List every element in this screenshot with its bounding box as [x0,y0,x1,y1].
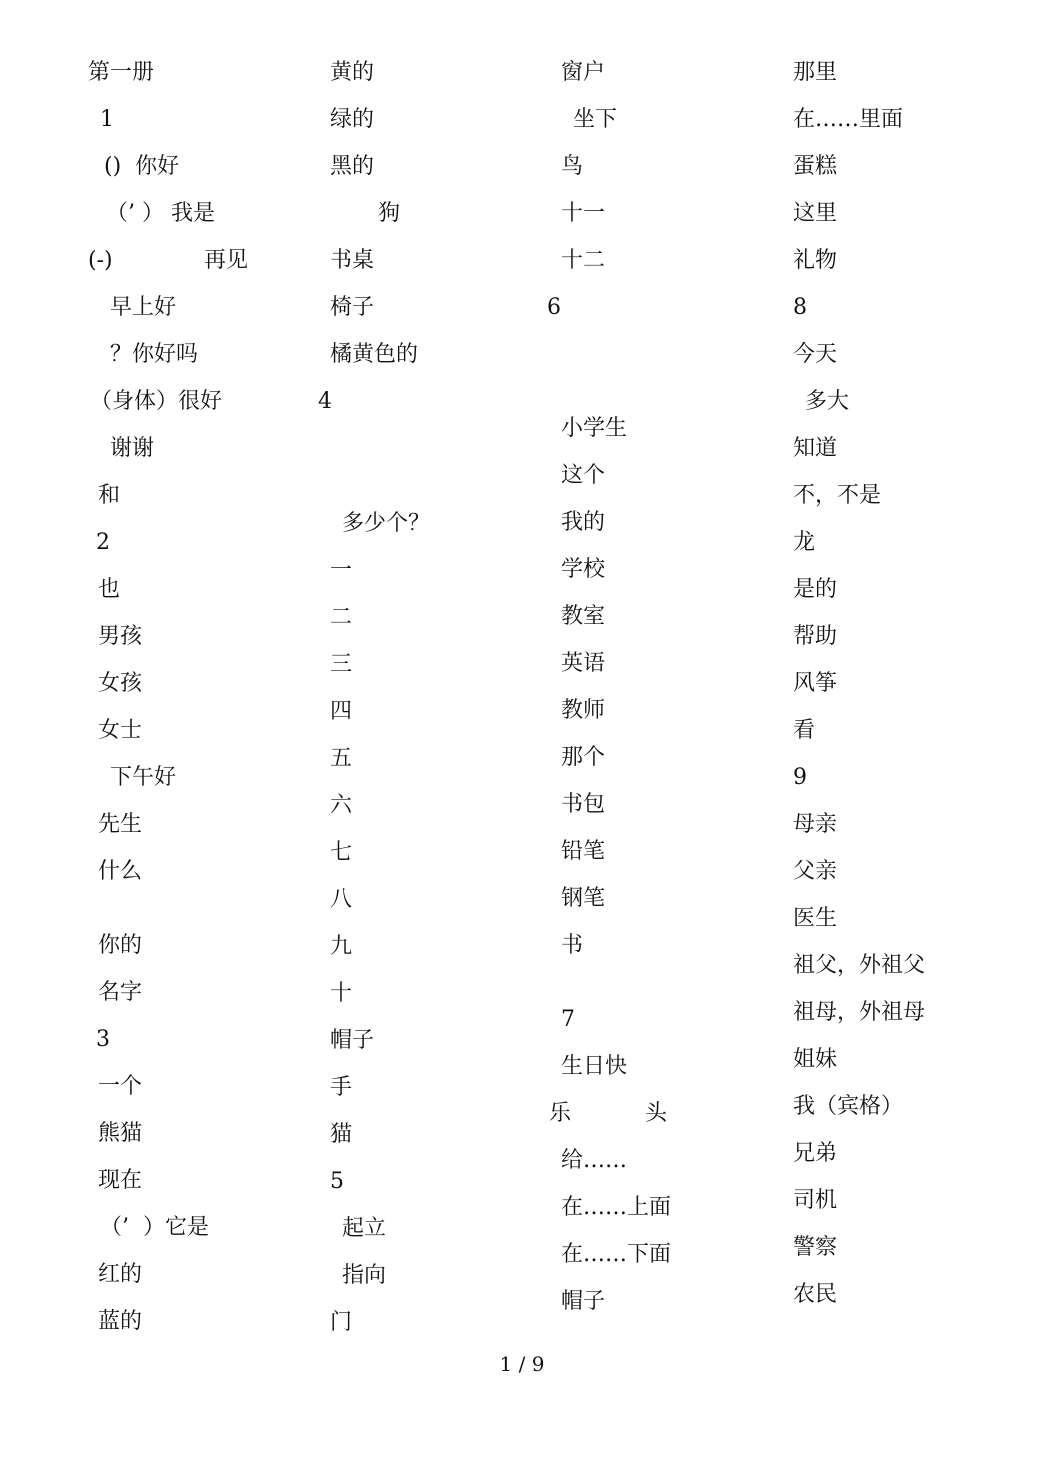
vocab-column-1 [86,0,316,1340]
vocab-line: 在……上面 [561,1195,672,1220]
vocab-line: 司机 [793,1188,838,1213]
vocab-line: 姐妹 [793,1047,838,1072]
vocab-line: ？你好吗 [110,342,199,367]
vocab-line: 7 [561,1007,575,1032]
vocab-line: 手 [330,1075,353,1100]
vocab-line: 书桌 [330,248,375,273]
vocab-line: 帽子 [330,1028,375,1053]
vocab-line-inline: 再见 [204,248,249,273]
vocab-line: 英语 [561,651,606,676]
vocab-line: 4 [318,389,332,414]
vocab-line: 母亲 [793,812,838,837]
vocab-line: 也 [98,577,121,602]
vocab-line: 和 [98,483,121,508]
vocab-line: 熊猫 [98,1121,143,1146]
vocab-line: 生日快 [561,1054,628,1079]
vocab-line: 起立 [342,1216,387,1241]
vocab-line: 3 [96,1027,110,1052]
vocab-line: 多大 [805,389,850,414]
vocab-line: 八 [330,887,353,912]
vocab-line: 六 [330,793,353,818]
vocab-line-inline: 头 [645,1101,668,1126]
vocab-line: (-) [88,248,113,273]
page-number: 1 / 9 [499,1352,545,1376]
vocab-line: 父亲 [793,859,838,884]
vocab-line: 猫 [330,1122,353,1147]
vocab-line: 风筝 [793,671,838,696]
vocab-line: 红的 [98,1262,143,1287]
vocab-line: 门 [330,1310,353,1335]
vocab-line: 名字 [98,980,143,1005]
vocab-line: 窗户 [561,60,606,85]
vocab-line: 我（宾格） [793,1094,904,1119]
vocab-line: （’ ）它是 [100,1215,209,1240]
vocab-line: 椅子 [330,295,375,320]
vocab-line: 蓝的 [98,1309,143,1334]
vocab-line: 先生 [98,812,143,837]
vocab-line: 男孩 [98,624,143,649]
vocab-line: 二 [330,605,353,630]
vocab-line: 黑的 [330,154,375,179]
vocab-line: 你的 [98,933,143,958]
vocab-line: 给…… [561,1148,628,1173]
vocab-line: 九 [330,934,353,959]
vocab-line: 女士 [98,718,143,743]
vocab-line: 我的 [561,510,606,535]
vocab-line: （’ ） 我是 [106,201,215,226]
vocab-line: 绿的 [330,107,375,132]
vocab-line: 不，不是 [793,483,882,508]
vocab-line: 祖父，外祖父 [793,953,926,978]
vocab-line: 这里 [793,201,838,226]
vocab-line: 1 [100,107,114,132]
vocab-line: 帮助 [793,624,838,649]
vocab-line: （身体）很好 [90,389,223,414]
vocab-line: 谢谢 [110,436,155,461]
vocab-line: 看 [793,718,816,743]
vocab-column-4 [793,0,1023,1340]
vocab-line: 6 [547,295,561,320]
vocab-line: 三 [330,652,353,677]
vocab-line: 龙 [793,530,816,555]
vocab-line: 多少个？ [342,511,431,536]
vocab-line: 一 [330,558,353,583]
vocab-line: 知道 [793,436,838,461]
vocab-line: 5 [330,1169,344,1194]
vocab-line: 在……下面 [561,1242,672,1267]
vocab-line: 十一 [561,201,606,226]
vocab-line: 第一册 [88,60,155,85]
vocab-line: 下午好 [110,765,177,790]
vocab-line: 是的 [793,577,838,602]
vocab-line: 今天 [793,342,838,367]
vocab-line: 四 [330,699,353,724]
vocab-line: 什么 [98,859,143,884]
vocab-line: 一个 [98,1074,143,1099]
vocab-line: 书包 [561,792,606,817]
vocab-line: 警察 [793,1235,838,1260]
vocab-line: 祖母，外祖母 [793,1000,926,1025]
vocab-line: 教室 [561,604,606,629]
vocab-line: 狗 [378,201,401,226]
vocab-line: 乐 [549,1101,572,1126]
vocab-line: 那个 [561,745,606,770]
vocab-line: 十二 [561,248,606,273]
vocab-line: 那里 [793,60,838,85]
vocab-line: 现在 [98,1168,143,1193]
vocab-line: 五 [330,746,353,771]
vocab-line: 钢笔 [561,886,606,911]
vocab-line: 蛋糕 [793,154,838,179]
vocab-line: 指向 [342,1263,387,1288]
vocab-line: 鸟 [561,154,584,179]
vocab-line: 女孩 [98,671,143,696]
vocab-line: 礼物 [793,248,838,273]
vocab-line: 黄的 [330,60,375,85]
vocab-line: 学校 [561,557,606,582]
vocab-line: 小学生 [561,416,628,441]
vocab-line: 8 [793,295,807,320]
vocab-line: 在……里面 [793,107,904,132]
vocab-line: 农民 [793,1282,838,1307]
vocab-line: 2 [96,530,110,555]
vocab-line: 十 [330,981,353,1006]
vocab-column-2 [318,0,560,1340]
vocab-line: 教师 [561,698,606,723]
vocab-line: 9 [793,765,807,790]
vocab-line: 铅笔 [561,839,606,864]
vocab-line: 橘黄色的 [330,342,419,367]
vocab-line: 书 [561,933,584,958]
vocab-line: 帽子 [561,1289,606,1314]
vocab-line: 早上好 [110,295,177,320]
vocab-line: 七 [330,840,353,865]
vocab-line: 坐下 [573,107,618,132]
vocab-line: () 你好 [104,154,180,179]
vocab-column-3 [549,0,779,1340]
vocab-line: 兄弟 [793,1141,838,1166]
vocab-line: 医生 [793,906,838,931]
vocab-line: 这个 [561,463,606,488]
